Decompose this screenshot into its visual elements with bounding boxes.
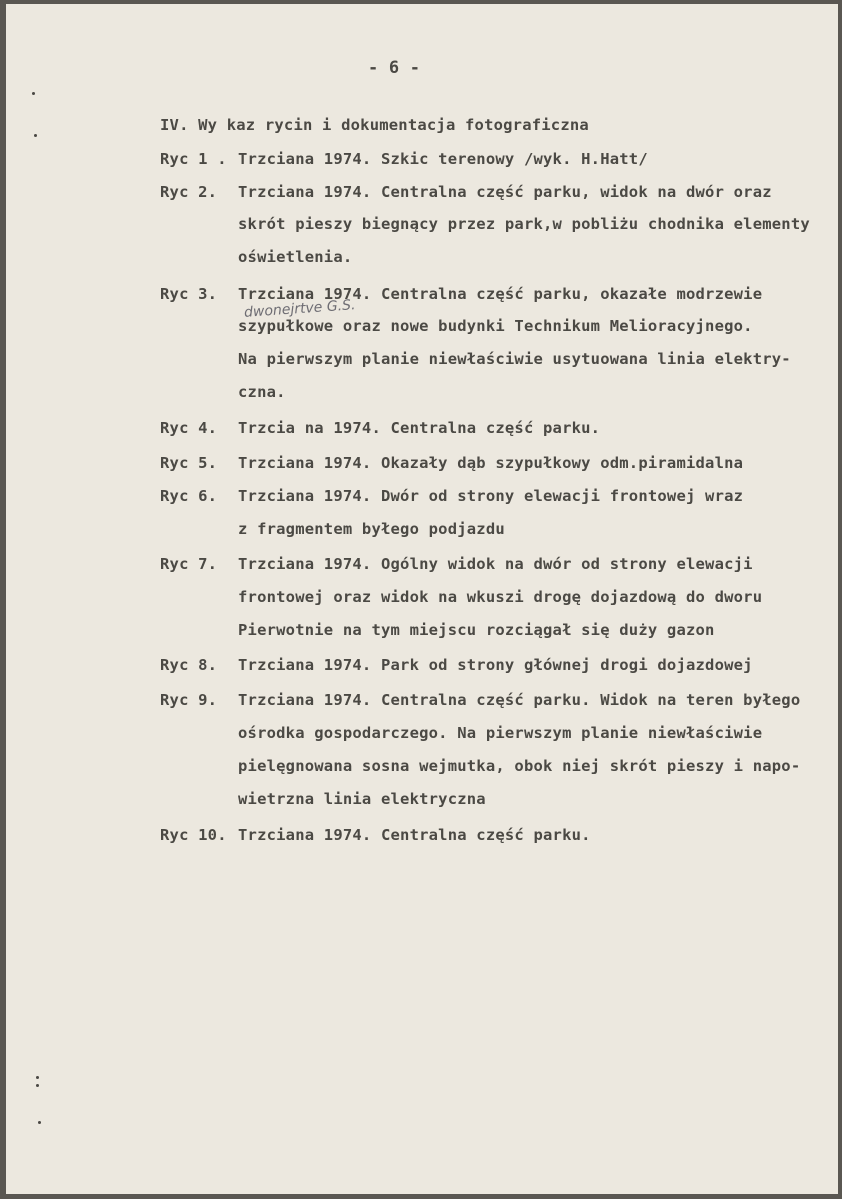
figure-caption-line: Trzciana 1974. Centralna część parku, widok na dwór oraz (238, 183, 772, 201)
figure-caption-line: Trzciana 1974. Okazały dąb szypułkowy odm.piramidalna (238, 454, 744, 472)
document-page (6, 4, 838, 1194)
figure-caption-line: wietrzna linia elektryczna (238, 790, 486, 808)
margin-mark (34, 134, 37, 137)
figure-label: Ryc 3. (160, 285, 218, 303)
figure-caption-line: pielęgnowana sosna wejmutka, obok niej skrót pieszy i napo- (238, 757, 801, 775)
figure-caption-line: Trzciana 1974. Centralna część parku, okazałe modrzewie (238, 285, 763, 303)
figure-label: Ryc 2. (160, 183, 218, 201)
margin-mark (36, 1076, 39, 1079)
figure-label: Ryc 6. (160, 487, 218, 505)
figure-caption-line: oświetlenia. (238, 248, 353, 266)
figure-label: Ryc 5. (160, 454, 218, 472)
figure-caption-line: z fragmentem byłego podjazdu (238, 520, 505, 538)
figure-caption-line: Trzciana 1974. Park od strony głównej drogi dojazdowej (238, 656, 753, 674)
figure-label: Ryc 1 . (160, 150, 227, 168)
figure-label: Ryc 7. (160, 555, 218, 573)
handwritten-note: dwonejrtve G.S. (243, 297, 356, 321)
figure-label: Ryc 10. (160, 826, 227, 844)
figure-caption-line: Trzciana 1974. Dwór od strony elewacji frontowej wraz (238, 487, 744, 505)
figure-caption-line: Trzcia na 1974. Centralna część parku. (238, 419, 601, 437)
figure-caption-line: Trzciana 1974. Centralna część parku. Widok na teren byłego (238, 691, 801, 709)
figure-caption-line: Trzciana 1974. Szkic terenowy /wyk. H.Hatt/ (238, 150, 648, 168)
figure-caption-line: Pierwotnie na tym miejscu rozciągał się duży gazon (238, 621, 715, 639)
margin-mark (38, 1121, 41, 1124)
figure-caption-line: Na pierwszym planie niewłaściwie usytuowana linia elektry- (238, 350, 791, 368)
margin-mark (36, 1084, 39, 1087)
figure-caption-line: frontowej oraz widok na wkuszi drogę dojazdową do dworu (238, 588, 763, 606)
figure-label: Ryc 8. (160, 656, 218, 674)
margin-mark (32, 92, 35, 95)
figure-caption-line: szypułkowe oraz nowe budynki Technikum Melioracyjnego. (238, 317, 753, 335)
figure-caption-line: czna. (238, 383, 286, 401)
figure-caption-line: Trzciana 1974. Ogólny widok na dwór od strony elewacji (238, 555, 753, 573)
figure-label: Ryc 9. (160, 691, 218, 709)
section-heading: IV. Wy kaz rycin i dokumentacja fotograficzna (160, 116, 589, 134)
page-number: - 6 - (368, 58, 421, 78)
figure-caption-line: ośrodka gospodarczego. Na pierwszym planie niewłaściwie (238, 724, 763, 742)
figure-caption-line: skrót pieszy biegnący przez park,w pobliżu chodnika elementy (238, 215, 810, 233)
figure-caption-line: Trzciana 1974. Centralna część parku. (238, 826, 591, 844)
figure-label: Ryc 4. (160, 419, 218, 437)
